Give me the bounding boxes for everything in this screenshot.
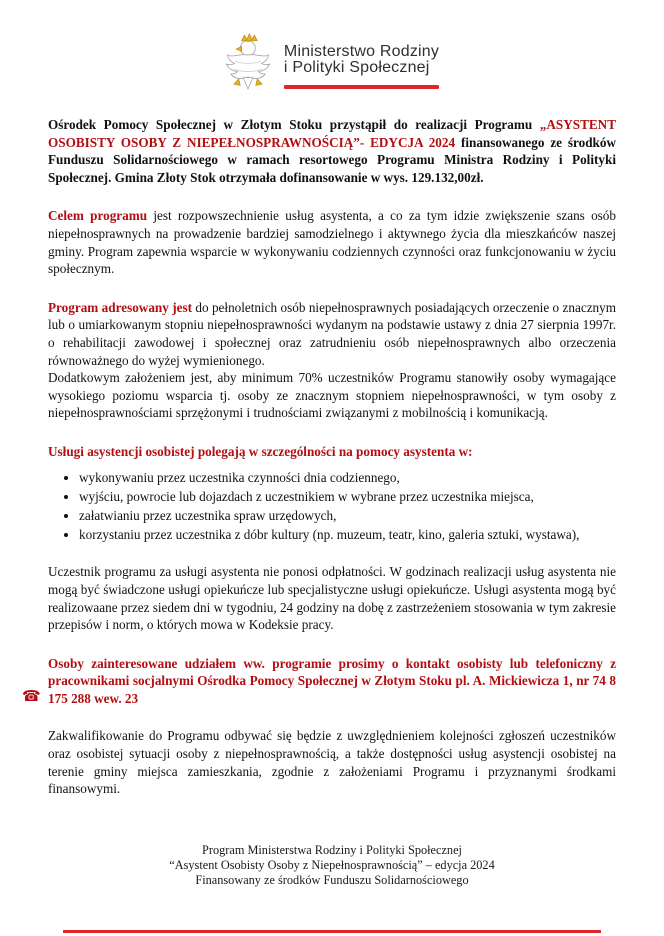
bottom-red-line [63, 930, 601, 933]
program-name-highlight: „ASYSTENT OSOBISTY OSOBY Z NIEPEŁNOSPRAWNOŚCIĄ”- EDYCJA 2024 [48, 117, 616, 150]
list-item: • korzystaniu przez uczestnika z dóbr kultury (np. muzeum, teatr, kino, galeria sztuki, wystawa), [79, 525, 616, 544]
list-item: • wyjściu, powrocie lub dojazdach z uczestnikiem w wybrane przez uczestnika miejsca, [79, 487, 616, 506]
document-footer [0, 843, 664, 887]
qualification-paragraph: Zakwalifikowanie do Programu odbywać się będzie z uwzględnieniem kolejności zgłoszeń uczestników oraz osobistej sytuacji osoby z niepełnosprawnością, a także dostępności usług asystencji osobistej na terenie gminy miejsca zamieszkania, zgodnie z założeniami Programu i przyznanymi środkami finansowymi. [48, 728, 616, 797]
addressees-paragraph [48, 299, 616, 369]
intro-paragraph [48, 116, 616, 186]
services-list [48, 468, 616, 545]
list-item: • załatwianiu przez uczestnika spraw urzędowych, [79, 506, 616, 525]
polish-eagle-icon [225, 33, 271, 106]
goal-paragraph [48, 207, 616, 277]
addressees-text2: Dodatkowym założeniem jest, aby minimum 70% uczestników Programu stanowiły osoby wymagające wysokiego poziomu wsparcia tj. osoby ze znacznym stopniem niepełnosprawności, w tym osoby z niepełnosprawnościami sprzężonymi i trudnościami związanymi z mobilnością i komunikacją. [48, 370, 616, 421]
goal-lead: Celem programu [48, 208, 148, 224]
intro-text-prefix: Ośrodek Pomocy Społecznej w Złotym Stoku przystąpił do realizacji Programu [48, 117, 540, 132]
addressees-text: do pełnoletnich osób niepełnosprawnych posiadających orzeczenie o znacznym lub o umiarkowanym stopniu niepełnosprawności wydanym na podstawie ustawy z dnia 27 sierpnia 1997r. o rehabilitacji zawodowej i społecznej oraz zatrudnieniu osób niepełnosprawnych albo orzeczenia równoważnego do wyżej wymienionego. [48, 299, 616, 368]
services-heading: Usługi asystencji osobistej polegają w szczególności na pomocy asystenta w: [48, 443, 473, 459]
addressees-lead: Program adresowany jest [48, 299, 192, 315]
footer-line3: Finansowany ze środków Funduszu Solidarnościowego [195, 872, 469, 887]
addressees-paragraph-2 [48, 369, 616, 422]
telephone-icon: ☎ [22, 686, 41, 705]
ministry-name-line2: i Polityki Społecznej [283, 59, 430, 76]
ministry-logo-block [0, 33, 664, 106]
contact-paragraph [22, 655, 616, 708]
list-item: • wykonywaniu przez uczestnika czynności dnia codziennego, [79, 468, 616, 487]
payment-paragraph: Uczestnik programu za usługi asystenta nie ponosi odpłatności. W godzinach realizacji usług asystenta nie mogą być świadczone usługi opiekuńcze lub specjalistyczne usługi opiekuńcze. Usługi asystenta mogą być realizowaane przez siedem dni w tygodniu, 24 godziny na dobę z zastrzeżeniem stosowania w tym zakresie przepisów i norm, o których mowa w Kodeksie pracy. [48, 564, 616, 633]
document-body [22, 116, 616, 819]
footer-line2: “Asystent Osobisty Osoby z Niepełnosprawnością” – edycja 2024 [169, 857, 495, 872]
intro-text-suffix: finansowanego ze środków Funduszu Solidarnościowego w ramach resortowego Programu Ministra Rodziny i Polityki Społecznej. Gmina Złoty Stok otrzymała dofinansowanie w wys. 129.132,00zł. [48, 134, 616, 185]
contact-phone-number: nr 74 8 175 288 wew. 23 [48, 673, 616, 706]
goal-text: jest rozpowszechnienie usług asystenta, a co za tym idzie zwiększenie szans osób niepełnosprawnych na prowadzenie bardziej samodzielnego i aktywnego życia dla mieszkańców naszej gminy. Program zapewnia wsparcie w wykonywaniu codziennych czynności oraz funkcjonowaniu w życiu społecznym. [48, 208, 616, 277]
footer-line1: Program Ministerstwa Rodziny i Polityki Społecznej [202, 843, 462, 857]
ministry-name-line1: Ministerstwo Rodziny [283, 43, 440, 60]
contact-text: Osoby zainteresowane udziałem ww. programie prosimy o kontakt osobisty lub telefoniczny z pracownikami socjalnymi Ośrodka Pomocy Społecznej w Złotym Stoku pl. A. Mickiewicza 1, [48, 655, 616, 689]
ministry-red-underline [284, 85, 439, 89]
